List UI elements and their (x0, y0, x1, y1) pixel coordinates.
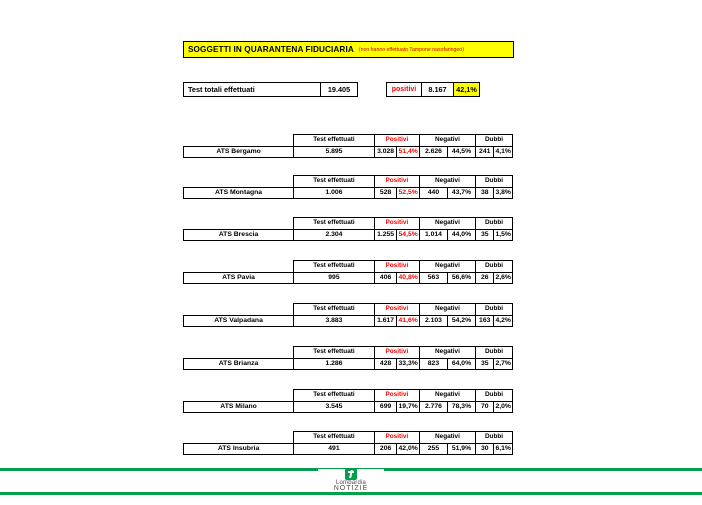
ats-negatives-percent: 78,3% (447, 401, 475, 413)
header-tests: Test effettuati (294, 135, 375, 147)
page-subtitle: (non hanno effettuato Tampone nasofaringeo) (358, 47, 464, 53)
ats-positives-count: 1.617 (374, 315, 397, 327)
ats-doubts-count: 241 (476, 146, 494, 158)
ats-positives-percent: 54,5% (397, 229, 420, 241)
header-tests: Test effettuati (294, 432, 375, 444)
ats-positives-count: 406 (374, 272, 397, 284)
ats-name: ATS Pavia (184, 272, 294, 284)
ats-tests: 3.545 (294, 401, 375, 413)
total-positives-box (386, 82, 480, 97)
ats-name: ATS Montagna (184, 187, 294, 199)
header-positives: Positivi (374, 304, 419, 316)
ats-negatives-count: 2.776 (419, 401, 447, 413)
ats-negatives-count: 2.626 (419, 146, 447, 158)
table-row (184, 358, 513, 370)
total-tests-value: 19.405 (327, 85, 351, 94)
ats-positives-percent: 33,3% (397, 358, 420, 370)
ats-doubts-count: 30 (476, 443, 494, 455)
total-positives-count: 8.167 (422, 83, 454, 96)
header-doubts: Dubbi (476, 218, 513, 230)
ats-negatives-percent: 54,2% (447, 315, 475, 327)
ats-doubts-percent: 4,1% (494, 146, 513, 158)
total-tests-label: Test totali effettuati (184, 83, 321, 96)
ats-table-brescia (183, 217, 513, 241)
header-doubts: Dubbi (476, 390, 513, 402)
ats-doubts-percent: 3,8% (494, 187, 513, 199)
header-negatives: Negativi (419, 135, 475, 147)
ats-doubts-percent: 2,7% (494, 358, 513, 370)
ats-doubts-count: 163 (476, 315, 494, 327)
ats-doubts-count: 70 (476, 401, 494, 413)
header-negatives: Negativi (419, 347, 475, 359)
ats-negatives-count: 1.014 (419, 229, 447, 241)
table-row (184, 229, 513, 241)
ats-doubts-percent: 6,1% (494, 443, 513, 455)
header-tests: Test effettuati (294, 304, 375, 316)
ats-negatives-count: 255 (419, 443, 447, 455)
ats-doubts-count: 35 (476, 358, 494, 370)
header-negatives: Negativi (419, 304, 475, 316)
table-row (184, 315, 513, 327)
lombardia-rose-icon (345, 468, 357, 480)
header-positives: Positivi (374, 390, 419, 402)
table-header-row (184, 304, 513, 316)
ats-name: ATS Brianza (184, 358, 294, 370)
ats-name: ATS Insubria (184, 443, 294, 455)
table-header-row (184, 432, 513, 444)
header-positives: Positivi (374, 347, 419, 359)
ats-table-insubria (183, 431, 513, 455)
ats-tests: 5.895 (294, 146, 375, 158)
header-doubts: Dubbi (476, 135, 513, 147)
header-negatives: Negativi (419, 261, 475, 273)
ats-positives-count: 206 (374, 443, 397, 455)
header-spacer (184, 390, 294, 402)
header-spacer (184, 347, 294, 359)
ats-table-brianza (183, 346, 513, 370)
table-row (184, 146, 513, 158)
ats-table-montagna (183, 175, 513, 199)
table-row (184, 187, 513, 199)
footer-logo (318, 469, 384, 492)
ats-tests: 995 (294, 272, 375, 284)
ats-doubts-percent: 1,5% (494, 229, 513, 241)
footer-logo-line2: NOTIZIE (333, 485, 369, 492)
ats-doubts-count: 26 (476, 272, 494, 284)
header-tests: Test effettuati (294, 176, 375, 188)
header-doubts: Dubbi (476, 261, 513, 273)
table-header-row (184, 347, 513, 359)
header-tests: Test effettuati (294, 218, 375, 230)
table-header-row (184, 390, 513, 402)
page-title: SOGGETTI IN QUARANTENA FIDUCIARIA (188, 45, 354, 54)
header-spacer (184, 304, 294, 316)
header-positives: Positivi (374, 176, 419, 188)
ats-table-pavia (183, 260, 513, 284)
footer-logo-line1: Lombardia (335, 480, 367, 486)
ats-table-milano (183, 389, 513, 413)
ats-negatives-count: 823 (419, 358, 447, 370)
header-doubts: Dubbi (476, 347, 513, 359)
ats-negatives-percent: 51,9% (447, 443, 475, 455)
ats-positives-count: 3.028 (374, 146, 397, 158)
table-row (184, 272, 513, 284)
ats-negatives-percent: 56,6% (447, 272, 475, 284)
ats-tests: 1.286 (294, 358, 375, 370)
table-header-row (184, 135, 513, 147)
ats-name: ATS Valpadana (184, 315, 294, 327)
header-spacer (184, 261, 294, 273)
ats-tests: 2.304 (294, 229, 375, 241)
ats-negatives-percent: 43,7% (447, 187, 475, 199)
ats-positives-count: 1.255 (374, 229, 397, 241)
ats-doubts-percent: 2,6% (494, 272, 513, 284)
total-positives-percent: 42,1% (454, 83, 479, 96)
ats-positives-percent: 42,0% (397, 443, 420, 455)
header-negatives: Negativi (419, 432, 475, 444)
ats-positives-count: 699 (374, 401, 397, 413)
header-doubts: Dubbi (476, 432, 513, 444)
ats-doubts-count: 38 (476, 187, 494, 199)
footer-divider-bottom (0, 492, 702, 495)
header-negatives: Negativi (419, 176, 475, 188)
ats-positives-percent: 41,6% (397, 315, 420, 327)
header-positives: Positivi (374, 432, 419, 444)
table-row (184, 401, 513, 413)
table-header-row (184, 261, 513, 273)
ats-positives-percent: 40,8% (397, 272, 420, 284)
ats-tests: 1.006 (294, 187, 375, 199)
table-row (184, 443, 513, 455)
header-positives: Positivi (374, 218, 419, 230)
header-spacer (184, 135, 294, 147)
ats-negatives-count: 563 (419, 272, 447, 284)
ats-table-bergamo (183, 134, 513, 158)
ats-tests: 3.883 (294, 315, 375, 327)
header-spacer (184, 176, 294, 188)
ats-negatives-count: 2.103 (419, 315, 447, 327)
slide-title-banner (183, 41, 514, 58)
ats-positives-count: 528 (374, 187, 397, 199)
header-positives: Positivi (374, 135, 419, 147)
ats-positives-percent: 51,4% (397, 146, 420, 158)
ats-name: ATS Brescia (184, 229, 294, 241)
ats-doubts-count: 35 (476, 229, 494, 241)
table-header-row (184, 176, 513, 188)
total-tests-box (183, 82, 358, 97)
header-negatives: Negativi (419, 390, 475, 402)
ats-name: ATS Milano (184, 401, 294, 413)
table-header-row (184, 218, 513, 230)
ats-negatives-count: 440 (419, 187, 447, 199)
header-tests: Test effettuati (294, 390, 375, 402)
header-spacer (184, 218, 294, 230)
ats-negatives-percent: 44,5% (447, 146, 475, 158)
header-negatives: Negativi (419, 218, 475, 230)
header-tests: Test effettuati (294, 261, 375, 273)
header-positives: Positivi (374, 261, 419, 273)
ats-table-valpadana (183, 303, 513, 327)
ats-doubts-percent: 4,2% (494, 315, 513, 327)
total-positives-label: positivi (387, 83, 422, 96)
header-doubts: Dubbi (476, 176, 513, 188)
ats-negatives-percent: 64,0% (447, 358, 475, 370)
header-spacer (184, 432, 294, 444)
ats-positives-count: 428 (374, 358, 397, 370)
ats-doubts-percent: 2,0% (494, 401, 513, 413)
ats-tests: 491 (294, 443, 375, 455)
ats-positives-percent: 52,5% (397, 187, 420, 199)
ats-name: ATS Bergamo (184, 146, 294, 158)
header-tests: Test effettuati (294, 347, 375, 359)
header-doubts: Dubbi (476, 304, 513, 316)
ats-positives-percent: 19,7% (397, 401, 420, 413)
ats-negatives-percent: 44,0% (447, 229, 475, 241)
